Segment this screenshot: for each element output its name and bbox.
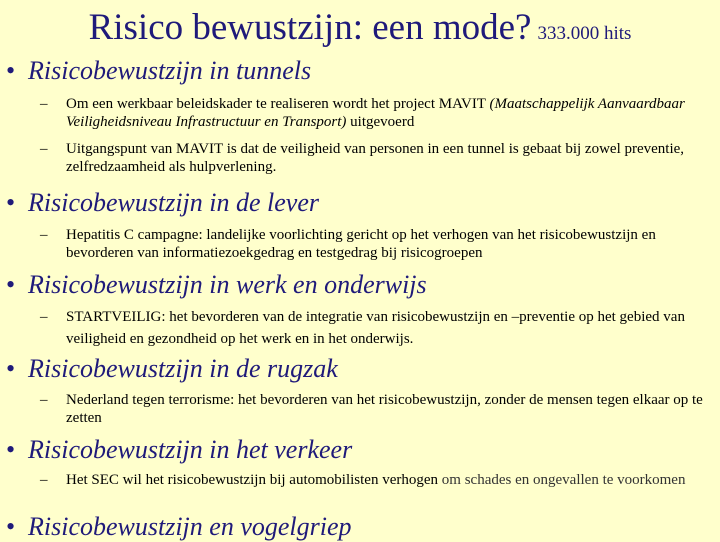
title-hits: 333.000 hits [537, 23, 632, 44]
dash: – [40, 96, 48, 112]
bullet-heading: Risicobewustzijn en vogelgriep [28, 512, 352, 541]
sub-item-text: Hepatitis C campagne: landelijke voorlichting gericht op het verhogen van het risicobewustzijn en bevorderen van informatiezoekgedrag en testgedrag bij risicogroepen [66, 227, 656, 261]
bullet-dot: • [6, 435, 16, 464]
bullet-dot: • [6, 512, 16, 541]
bullet-heading: Risicobewustzijn in de lever [28, 188, 320, 217]
bullet-heading: Risicobewustzijn in het verkeer [28, 435, 353, 464]
sub-item-text: Het SEC wil het risicobewustzijn bij automobilisten verhogen om schades en ongevallen te voorkomen [66, 472, 686, 488]
bullet-dot: • [6, 354, 16, 383]
bullet-heading: Risicobewustzijn in tunnels [28, 56, 312, 85]
bullet-dot: • [6, 188, 16, 217]
bullet-werk-onderwijs [6, 270, 718, 300]
dash: – [40, 141, 48, 157]
sub-item-text: STARTVEILIG: het bevorderen van de integratie van risicobewustzijn en –preventie op het gebied van veiligheid en gezondheid op het werk en in het onderwijs. [66, 309, 685, 347]
bullet-dot: • [6, 56, 16, 85]
bullet-vogelgriep [6, 512, 718, 542]
sub-item-mavit-project [40, 95, 710, 131]
sub-item-text: Uitgangspunt van MAVIT is dat de veiligheid van personen in een tunnel is gebaat bij zowel preventie, zelfredzaamheid als hulpverlening. [66, 141, 685, 175]
bullet-heading: Risicobewustzijn in werk en onderwijs [28, 270, 427, 299]
dash: – [40, 309, 48, 325]
bullet-lever [6, 188, 718, 218]
dash: – [40, 472, 48, 488]
bullet-rugzak [6, 354, 718, 384]
sub-item-mavit-principle [40, 140, 710, 176]
slide-title [0, 6, 720, 49]
sub-item-startveilig [40, 306, 710, 350]
sub-item-sec [40, 471, 710, 489]
sub-item-terrorisme [40, 391, 710, 427]
bullet-tunnels [6, 56, 718, 86]
dash: – [40, 392, 48, 408]
sub-item-hepatitis [40, 226, 710, 262]
bullet-dot: • [6, 270, 16, 299]
dash: – [40, 227, 48, 243]
sub-item-text: Nederland tegen terrorisme: het bevorderen van het risicobewustzijn, zonder de mensen tegen elkaar op te zetten [66, 392, 703, 426]
bullet-verkeer [6, 435, 718, 465]
sub-item-text: Om een werkbaar beleidskader te realiseren wordt het project MAVIT (Maatschappelijk Aanvaardbaar Veiligheidsniveau Infrastructuur en Transport) uitgevoerd [66, 96, 685, 130]
title-main: Risico bewustzijn: een mode? [88, 7, 532, 48]
bullet-heading: Risicobewustzijn in de rugzak [28, 354, 338, 383]
